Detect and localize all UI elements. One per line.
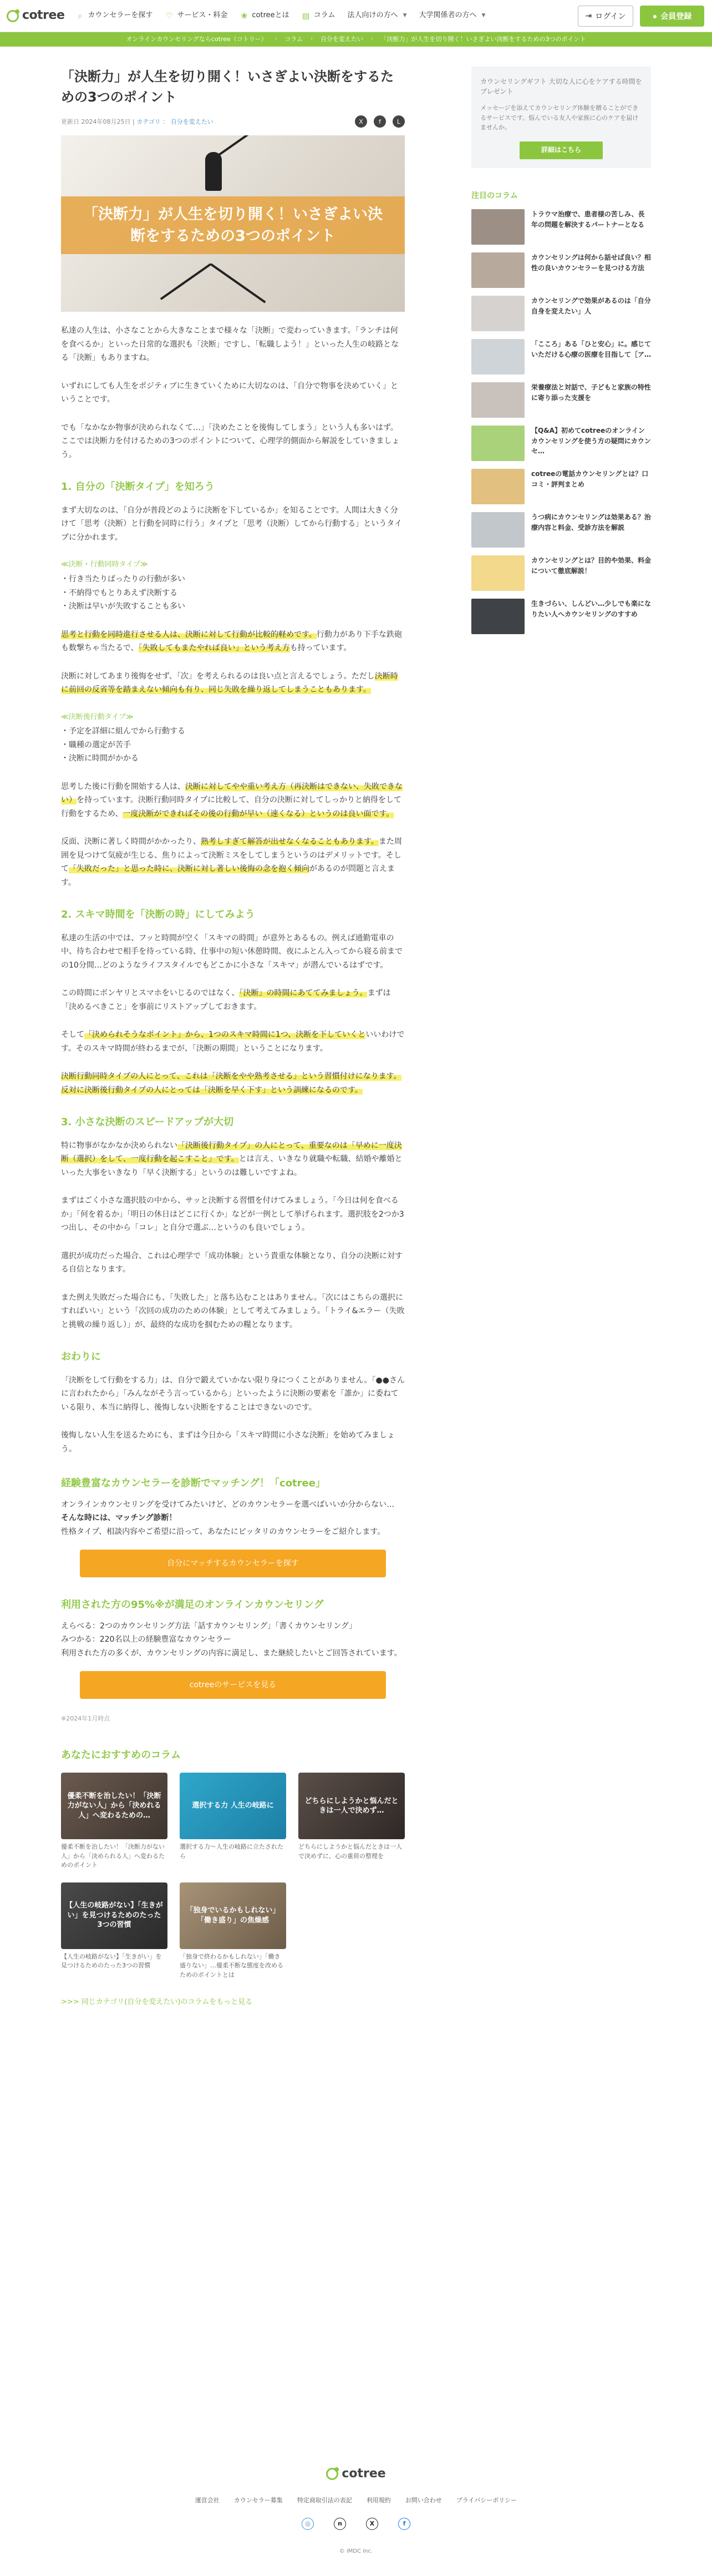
- chevron-down-icon: ▼: [403, 12, 407, 18]
- footer-link-privacy[interactable]: プライバシーポリシー: [456, 2496, 517, 2504]
- recommend-thumb: 選択する力 人生の岐路に: [180, 1773, 286, 1839]
- list-item: ・ 予定を詳細に組んでから行動する: [61, 725, 405, 738]
- promo-matching-text: オンラインカウンセリングを受けてみたいけど、どのカウンセラーを選べばいいか分からない… そんな時には、マッチング診断！ 性格タイプ、相談内容やご希望に沿って、あなたにピッタリのカウンセラーをご紹介します。: [61, 1500, 395, 1536]
- recommend-card[interactable]: [298, 1773, 405, 1870]
- main-nav: [75, 9, 578, 22]
- recommend-caption: 【人生の岐路がない】「生きがい」を見つけるためのたった3つの習慣: [61, 1952, 162, 1970]
- meta-row: [61, 115, 405, 128]
- featured-title: 注目のコラム: [471, 191, 518, 200]
- globe-icon[interactable]: ◎: [302, 2518, 314, 2530]
- recommend-caption: 選択する力〜人生の岐路に立たされたら: [180, 1843, 283, 1860]
- recommend-thumb: 「独身でいるかもしれない」「働き盛り」の焦燥感: [180, 1882, 286, 1949]
- chevron-right-icon: ›: [274, 36, 277, 42]
- facebook-share-icon[interactable]: f: [374, 115, 386, 128]
- breadcrumb-column[interactable]: コラム: [284, 36, 303, 43]
- featured-thumb: [471, 426, 525, 461]
- nav-about[interactable]: ❀ cotreeとは: [240, 9, 289, 22]
- recommend-grid: [61, 1773, 405, 1980]
- gift-title: カウンセリングギフト 大切な人に心をケアする時間をプレゼント: [480, 78, 642, 95]
- line-share-icon[interactable]: L: [393, 115, 405, 128]
- recommend-caption: 「独身で終わるかもしれない」「働き盛りない」…優柔不断な態度を改めるためのポイントとは: [180, 1952, 283, 1978]
- paragraph: まずはごく小さな選択肢の中から、サッと決断する習慣を付けてみましょう。「今日は何を食べるか」「何を着るか」「明日の休日はどこに行くか」などが一例として挙げられます。選択肢を2つか3つ出し、その中から「コレ」と自分で選ぶ…というのも良いでしょう。: [61, 1196, 404, 1233]
- featured-item[interactable]: 「こころ」ある「ひと安心」に。感じていただける心療の医療を目指して［ア…: [471, 339, 651, 374]
- meta-category-label: カテゴリ: [136, 118, 161, 125]
- breadcrumb-home[interactable]: オンラインカウンセリングならcotree（コトリー）: [126, 36, 267, 43]
- section-heading-2: 2. スキマ時間を「決断の時」にしてみよう: [61, 909, 255, 921]
- featured-thumb: [471, 555, 525, 591]
- featured-thumb: [471, 512, 525, 548]
- section-heading-3: 3. 小さな決断のスピードアップが大切: [61, 1116, 234, 1128]
- meta-category-link[interactable]: 自分を変えたい: [170, 118, 213, 125]
- hero-image: [61, 135, 405, 312]
- paragraph: 思考と行動を同時進行させる人は、決断に対して行動が比較的軽めです。行動力があり下手な鉄砲も数撃ちゃ当たるで、「失敗してもまたやれば良い」という考え方も持っています。: [61, 630, 402, 653]
- footer-logo[interactable]: cotree: [326, 2463, 385, 2485]
- gift-box: [471, 67, 651, 168]
- breadcrumb-current: 「決断力」が人生を切り開く！いさぎよい決断をするための3つのポイント: [380, 36, 586, 43]
- recommend-card[interactable]: [180, 1882, 286, 1980]
- recommend-caption: 優柔不断を治したい！「決断力がない人」から「決められる人」へ変わるためのポイント: [61, 1843, 165, 1869]
- paragraph: 「決断をして行動をする力」は、自分で鍛えていかない限り身につくことがありません。「●●さんに言われたから」「みんながそう言っているから」といったように決断の要素を「誰か」に委ねている限り、本当に納得し、後悔しない決断をすることはできないのです。: [61, 1375, 405, 1412]
- x-share-icon[interactable]: X: [355, 115, 367, 128]
- paragraph: 決断に対してあまり後悔をせず、「次」を考えられるのは良い点と言えるでしょう。ただし決断時に前回の反省等を踏まえない傾向も有り、同じ失敗を繰り返してしまうこともあります。: [61, 671, 398, 695]
- featured-item[interactable]: 生きづらい、しんどい…少しでも楽になりたい人へカウンセリングのすすめ: [471, 599, 651, 634]
- note-icon[interactable]: n: [334, 2518, 346, 2530]
- logo-mark-icon: [7, 10, 19, 22]
- recommend-card[interactable]: [61, 1882, 167, 1980]
- footer-link-commerce[interactable]: 特定商取引法の表記: [297, 2496, 352, 2504]
- section-heading-4: おわりに: [61, 1351, 101, 1363]
- featured-thumb: [471, 469, 525, 504]
- paragraph: 選択が成功だった場合、これは心理学で「成功体験」という貴重な体験となり、自分の決断に対する自信となります。: [61, 1251, 403, 1274]
- footer-link-company[interactable]: 運営会社: [195, 2496, 220, 2504]
- type-title: ≪決断・行動同時タイプ≫: [61, 560, 148, 569]
- hero-caption: 「決断力」が人生を切り開く！いさぎよい決断をするための3つのポイント: [61, 196, 405, 254]
- paragraph: また例え失敗だった場合にも、「失敗した」と落ち込むことはありません。「次にはこちらの選択にすればいい」という「次回の成功のための体験」として考えてみましょう。「トライ&エラー（失敗と挑戦の繰り返し）」が、最終的な成功を掴むための糧となります。: [61, 1293, 405, 1329]
- featured-thumb: [471, 209, 525, 245]
- type2-list: [61, 725, 405, 766]
- heart-icon: ♡: [166, 11, 173, 21]
- logo-mark-icon: [326, 2468, 338, 2480]
- list-item: ・ 決断は早いが失敗することも多い: [61, 600, 405, 614]
- sidebar: [471, 67, 651, 2109]
- article-meta: 更新日 2024年08月25日 | カテゴリ ： 自分を変えたい: [61, 118, 213, 125]
- featured-item[interactable]: 栄養療法と対話で、子どもと家族の特性に寄り添った支援を: [471, 382, 651, 418]
- paragraph: 思考した後に行動を開始する人は、決断に対してやや重い考え方（再決断はできない、失敗できない）を持っています。決断行動同時タイプに比較して、自分の決断に対してしっかりと納得をして行動をするため、一度決断ができればその後の行動が早い（速くなる）というのは良い面です。: [61, 782, 403, 818]
- paragraph: いずれにしても人生をポジティブに生きていくために大切なのは、「自分で物事を決めていく」ということです。: [61, 381, 398, 404]
- register-button[interactable]: ● 会員登録: [640, 6, 704, 27]
- copyright: © iMDC Inc.: [339, 2548, 373, 2554]
- list-item: ・ 職種の選定が苦手: [61, 738, 405, 752]
- featured-item[interactable]: カウンセリングとは？目的や効果、料金について徹底解説！: [471, 555, 651, 591]
- breadcrumb-category[interactable]: 自分を変えたい: [320, 36, 363, 43]
- nav-column[interactable]: ▤ コラム: [302, 11, 335, 21]
- article: [61, 67, 405, 2109]
- list-item: ・ 決断に時間がかかる: [61, 752, 405, 766]
- paragraph: まず大切なのは、「自分が普段どのように決断を下しているか」を知ることです。人間は大きく分けて「思考（決断）と行動を同時に行う」タイプと「思考（決断）してから行動する」というタイプに分かれます。: [61, 505, 403, 542]
- share-buttons: [355, 115, 405, 128]
- section-heading-1: 1. 自分の「決断タイプ」を知ろう: [61, 481, 215, 493]
- nav-corporate[interactable]: 法人向けの方へ ▼: [347, 11, 407, 20]
- footer-link-terms[interactable]: 利用規約: [366, 2496, 391, 2504]
- recommend-caption: どちらにしようかと悩んだときは一人で決めずに、心の重荷の整理を: [298, 1843, 402, 1860]
- login-button[interactable]: ⇥ ログイン: [578, 6, 633, 27]
- paragraph: 後悔しない人生を送るためにも、まずは今日から「スキマ時間に小さな決断」を始めてみましょう。: [61, 1431, 395, 1454]
- paragraph: 私達の生活の中では、フッと時間が空く「スキマの時間」が意外とあるもの。例えば通勤電車の中、待ち合わせで相手を待っている時、仕事中の短い休憩時間、夜にふとん入ってから寝る前までの10分間…どのようなライフスタイルでもどこかに小さな「スキマ」が潜んでいるはずです。: [61, 933, 403, 970]
- featured-thumb: [471, 599, 525, 634]
- featured-thumb: [471, 339, 525, 374]
- recommend-title: あなたにおすすめのコラム: [61, 1749, 181, 1761]
- nav-find-counselor[interactable]: ⌕ カウンセラーを探す: [75, 9, 152, 22]
- featured-item[interactable]: うつ病にカウンセリングは効果ある？治療内容と料金、受診方法を解説: [471, 512, 651, 548]
- paragraph: でも「なかなか物事が決められなくて…」「決めたことを後悔してしまう」という人も多いはず。ここでは決断力を付けるための3つのポイントについて、心理学的側面から解説をしていきましょう。: [61, 423, 400, 459]
- find-matching-counselor-button[interactable]: 自分にマッチするカウンセラーを探す: [80, 1550, 386, 1577]
- featured-list: [471, 209, 651, 634]
- page-body: [61, 47, 651, 2109]
- breadcrumb: [0, 32, 712, 47]
- paragraph: 反面、決断に著しく時間がかかったり、熟考しすぎて解答が出せなくなることもあります。また周囲を見つけて気疲が生じる、焦りによって決断ミスをしてしまうというのはデメリットです。そして「失敗だった」と思った時に、決断に対し著しい後悔の念を抱く傾向があるのが問題と言えます。: [61, 837, 402, 887]
- gift-text: メッセージを添えてカウンセリング体験を贈ることができるサービスです。悩んでいる友人や家族に心のケアを届けませんか。: [480, 104, 639, 131]
- footer-links: [0, 2495, 712, 2506]
- article-title: 「決断力」が人生を切り開く！いさぎよい決断をするための3つのポイント: [61, 69, 394, 105]
- featured-item[interactable]: カウンセリングは何から話せば良い？相性の良いカウンセラーを見つける方法: [471, 252, 651, 288]
- paragraph: 決断行動同時タイプの人にとって、これは「決断をやや熟考させる」という習慣付けになります。反対に決断後行動タイプの人にとっては「決断を早く下す」という訓練になるのです。: [61, 1072, 401, 1095]
- type1-list: [61, 573, 405, 614]
- more-columns-link[interactable]: >>> 同じカテゴリ(自分を変えたい)のコラムをもっと見る: [61, 1998, 253, 2007]
- gift-detail-button[interactable]: 詳細はこちら: [520, 141, 603, 159]
- recommend-card[interactable]: [61, 1773, 167, 1870]
- recommend-card[interactable]: [180, 1773, 286, 1870]
- arrow-shape: [210, 264, 266, 303]
- arrow-shape: [160, 264, 211, 300]
- promo-matching-title: 経験豊富なカウンセラーを診断でマッチング！「cotree」: [61, 1477, 326, 1490]
- featured-thumb: [471, 296, 525, 331]
- nav-service-price[interactable]: ♡ サービス・料金: [166, 11, 228, 21]
- featured-thumb: [471, 382, 525, 418]
- recommend-thumb: 【人生の岐路がない】「生きがい」を見つけるためのたった3つの習慣: [61, 1882, 167, 1949]
- featured-item[interactable]: 【Q&A】初めてcotreeのオンラインカウンセリングを使う方の疑問にカウンセ…: [471, 426, 651, 461]
- login-icon: ⇥: [585, 11, 592, 20]
- leaf-icon: ❀: [241, 11, 248, 21]
- footer-social: [0, 2518, 712, 2530]
- featured-item[interactable]: トラウマ治療で、患者様の苦しみ、長年の問題を解決するパートナーとなる: [471, 209, 651, 245]
- header-actions: [578, 6, 712, 27]
- book-icon: ▤: [302, 11, 310, 21]
- footer-link-recruit[interactable]: カウンセラー募集: [233, 2496, 283, 2504]
- view-service-button[interactable]: cotreeのサービスを見る: [80, 1671, 386, 1699]
- featured-thumb: [471, 252, 525, 288]
- recommend-thumb: 優柔不断を治したい！「決断力がない人」から「決めれる人」へ変わるための…: [61, 1773, 167, 1839]
- paragraph: 特に物事がなかなか決められない「決断後行動タイプ」の人にとって、重要なのは「早めに一度決断（選択）をして、一度行動を起こすこと」です。とは言え、いきなり就職や転職、結婚や離婚といった大事をいきなり「早く決断する」というのは難しいですよね。: [61, 1141, 403, 1177]
- footer-link-contact[interactable]: お問い合わせ: [405, 2496, 442, 2504]
- logo[interactable]: [7, 5, 64, 27]
- paragraph: そして「決められそうなポイント」から、1つのスキマ時間に1つ、決断を下していくといいわけです。そのスキマ時間が終わるまでが、「決断の期間」ということになります。: [61, 1030, 405, 1053]
- arrow-shape: [213, 135, 269, 160]
- user-icon: ●: [652, 11, 658, 21]
- x-icon[interactable]: X: [366, 2518, 378, 2530]
- nav-university[interactable]: 大学関係者の方へ ▼: [419, 11, 486, 20]
- site-footer: [0, 2463, 712, 2556]
- list-item: ・ 不納得でもとりあえず決断する: [61, 586, 405, 600]
- type-title: ≪決断後行動タイプ≫: [61, 712, 134, 721]
- facebook-icon[interactable]: f: [398, 2518, 410, 2530]
- footnote: ※2024年1月時点: [61, 1715, 110, 1723]
- chevron-down-icon: ▼: [481, 12, 486, 18]
- logo-text: cotree: [22, 8, 65, 23]
- featured-item[interactable]: cotreeの電話カウンセリングとは？口コミ・評判まとめ: [471, 469, 651, 504]
- featured-item[interactable]: カウンセリングで効果があるのは「自分自身を変えたい」人: [471, 296, 651, 331]
- chevron-right-icon: ›: [311, 36, 313, 42]
- recommend-thumb: どちらにしようかと悩んだときは一人で決めず…: [298, 1773, 405, 1839]
- search-icon: ⌕: [78, 11, 83, 21]
- paragraph: この時間にボンヤリとスマホをいじるのではなく、「決断」の時間にあててみましょう。まずは「決めるべきこと」を事前にリストアップしておきます。: [61, 989, 391, 1011]
- paragraph: 私達の人生は、小さなことから大きなことまで様々な「決断」で変わっていきます。「ランチは何を食べるか」といった日常的な選択も「決断」ですし、「転職しよう！」といった人生の岐路となる「決断」もありますね。: [61, 326, 399, 363]
- list-item: ・ 行き当たりばったりの行動が多い: [61, 573, 405, 586]
- site-header: [0, 0, 712, 32]
- promo-satisfaction-title: 利用された方の95%※が満足のオンラインカウンセリング: [61, 1599, 324, 1611]
- chevron-right-icon: ›: [370, 36, 373, 42]
- promo-satisfaction-text: えらべる：2つのカウンセリング方法「話すカウンセリング」「書くカウンセリング」 みつかる：220名以上の経験豊富なカウンセラー 利用された方の多くが、カウンセリングの内容に満足し、また継続したいとご回答されています。: [61, 1621, 402, 1658]
